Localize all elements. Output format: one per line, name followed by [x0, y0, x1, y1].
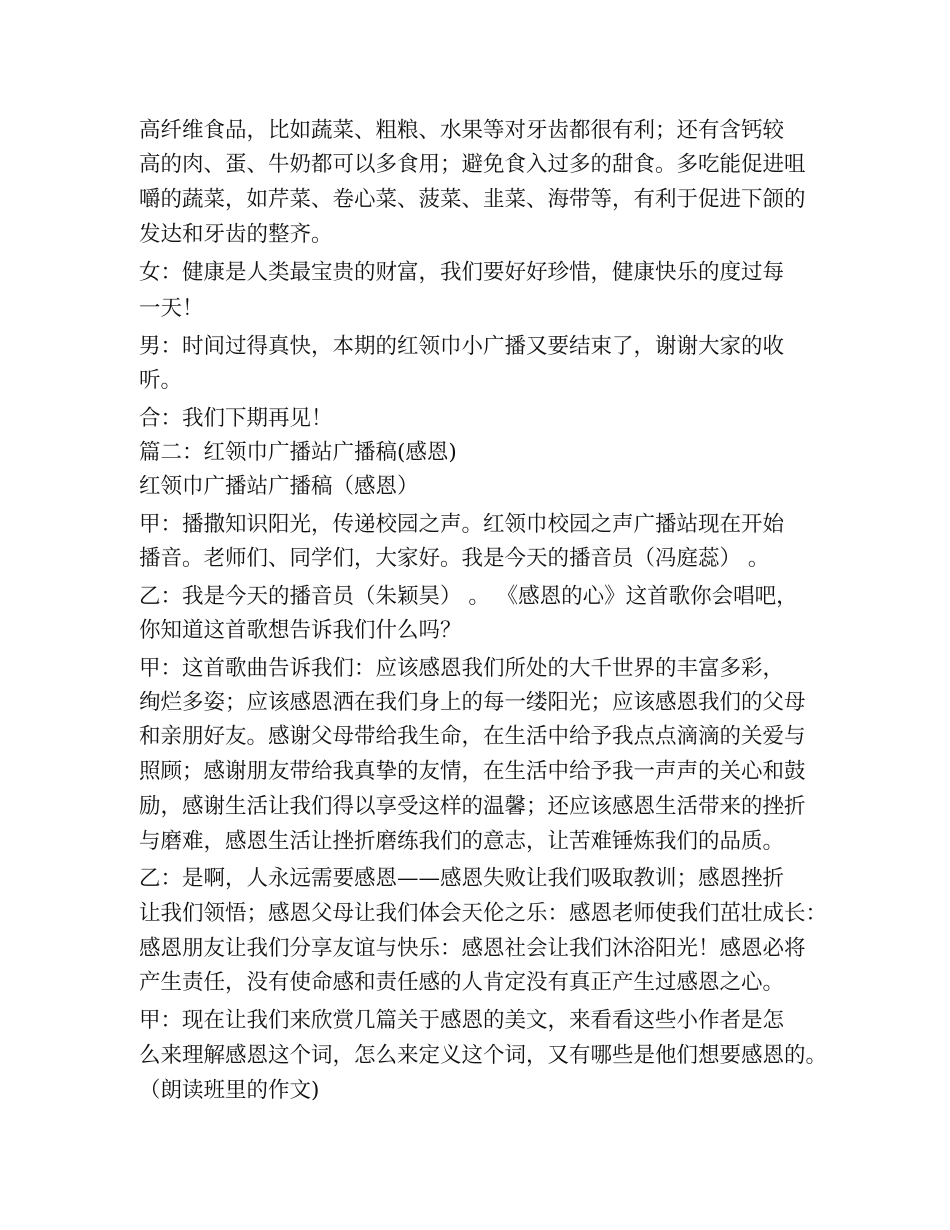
- text-line: 乙：是啊，人永远需要感恩——感恩失败让我们吸取教训；感恩挫折: [139, 866, 785, 891]
- section-subtitle: 红领巾广播站广播稿（感恩）: [139, 474, 419, 499]
- text-line: 高纤维食品，比如蔬菜、粗粮、水果等对牙齿都很有利；还有含钙较: [139, 118, 785, 143]
- section-heading: 篇二：红领巾广播站广播稿(感恩): [139, 440, 457, 465]
- text-line: 绚烂多姿；应该感恩洒在我们身上的每一缕阳光；应该感恩我们的父母: [139, 690, 806, 715]
- text-line: 高的肉、蛋、牛奶都可以多食用；避免食入过多的甜食。多吃能促进咀: [139, 152, 806, 177]
- text-line: 励，感谢生活让我们得以享受这样的温馨；还应该感恩生活带来的挫折: [139, 794, 806, 819]
- text-line: 听。: [139, 368, 183, 393]
- text-line: 一天！: [139, 296, 204, 321]
- text-line: 产生责任，没有使命感和责任感的人肯定没有真正产生过感恩之心。: [139, 970, 785, 995]
- text-line: 合：我们下期再见！: [139, 406, 333, 431]
- text-line: 甲：播撒知识阳光，传递校园之声。红领巾校园之声广播站现在开始: [139, 512, 785, 537]
- text-line: 嚼的蔬菜，如芹菜、卷心菜、菠菜、韭菜、海带等，有利于促进下颌的: [139, 187, 806, 212]
- text-line: 你知道这首歌想告诉我们什么吗？: [139, 618, 462, 643]
- text-line: 与磨难，感恩生活让挫折磨练我们的意志，让苦难锤炼我们的品质。: [139, 829, 785, 854]
- text-line: 甲：现在让我们来欣赏几篇关于感恩的美文，来看看这些小作者是怎: [139, 1008, 785, 1033]
- text-line: 播音。老师们、同学们，大家好。我是今天的播音员（冯庭蕊） 。: [139, 546, 770, 571]
- text-line: 发达和牙齿的整齐。: [139, 222, 333, 247]
- text-line: 照顾；感谢朋友带给我真挚的友情，在生活中给予我一声声的关心和鼓: [139, 759, 806, 784]
- text-line: 么来理解感恩这个词，怎么来定义这个词，又有哪些是他们想要感恩的。: [139, 1043, 828, 1068]
- text-line: 乙：我是今天的播音员（朱颖昊） 。 《感恩的心》这首歌你会唱吧，: [139, 584, 798, 609]
- text-line: 女：健康是人类最宝贵的财富，我们要好好珍惜，健康快乐的度过每: [139, 260, 785, 285]
- text-line: 甲：这首歌曲告诉我们：应该感恩我们所处的大千世界的丰富多彩，: [139, 656, 785, 681]
- text-line: 男：时间过得真快，本期的红领巾小广播又要结束了，谢谢大家的收: [139, 334, 785, 359]
- text-line: 和亲朋好友。感谢父母带给我生命，在生活中给予我点点滴滴的关爱与: [139, 724, 806, 749]
- text-line: （朗读班里的作文): [139, 1078, 320, 1103]
- text-line: 感恩朋友让我们分享友谊与快乐：感恩社会让我们沐浴阳光！感恩必将: [139, 936, 806, 961]
- text-line: 让我们领悟；感恩父母让我们体会天伦之乐：感恩老师使我们茁壮成长：: [139, 901, 828, 926]
